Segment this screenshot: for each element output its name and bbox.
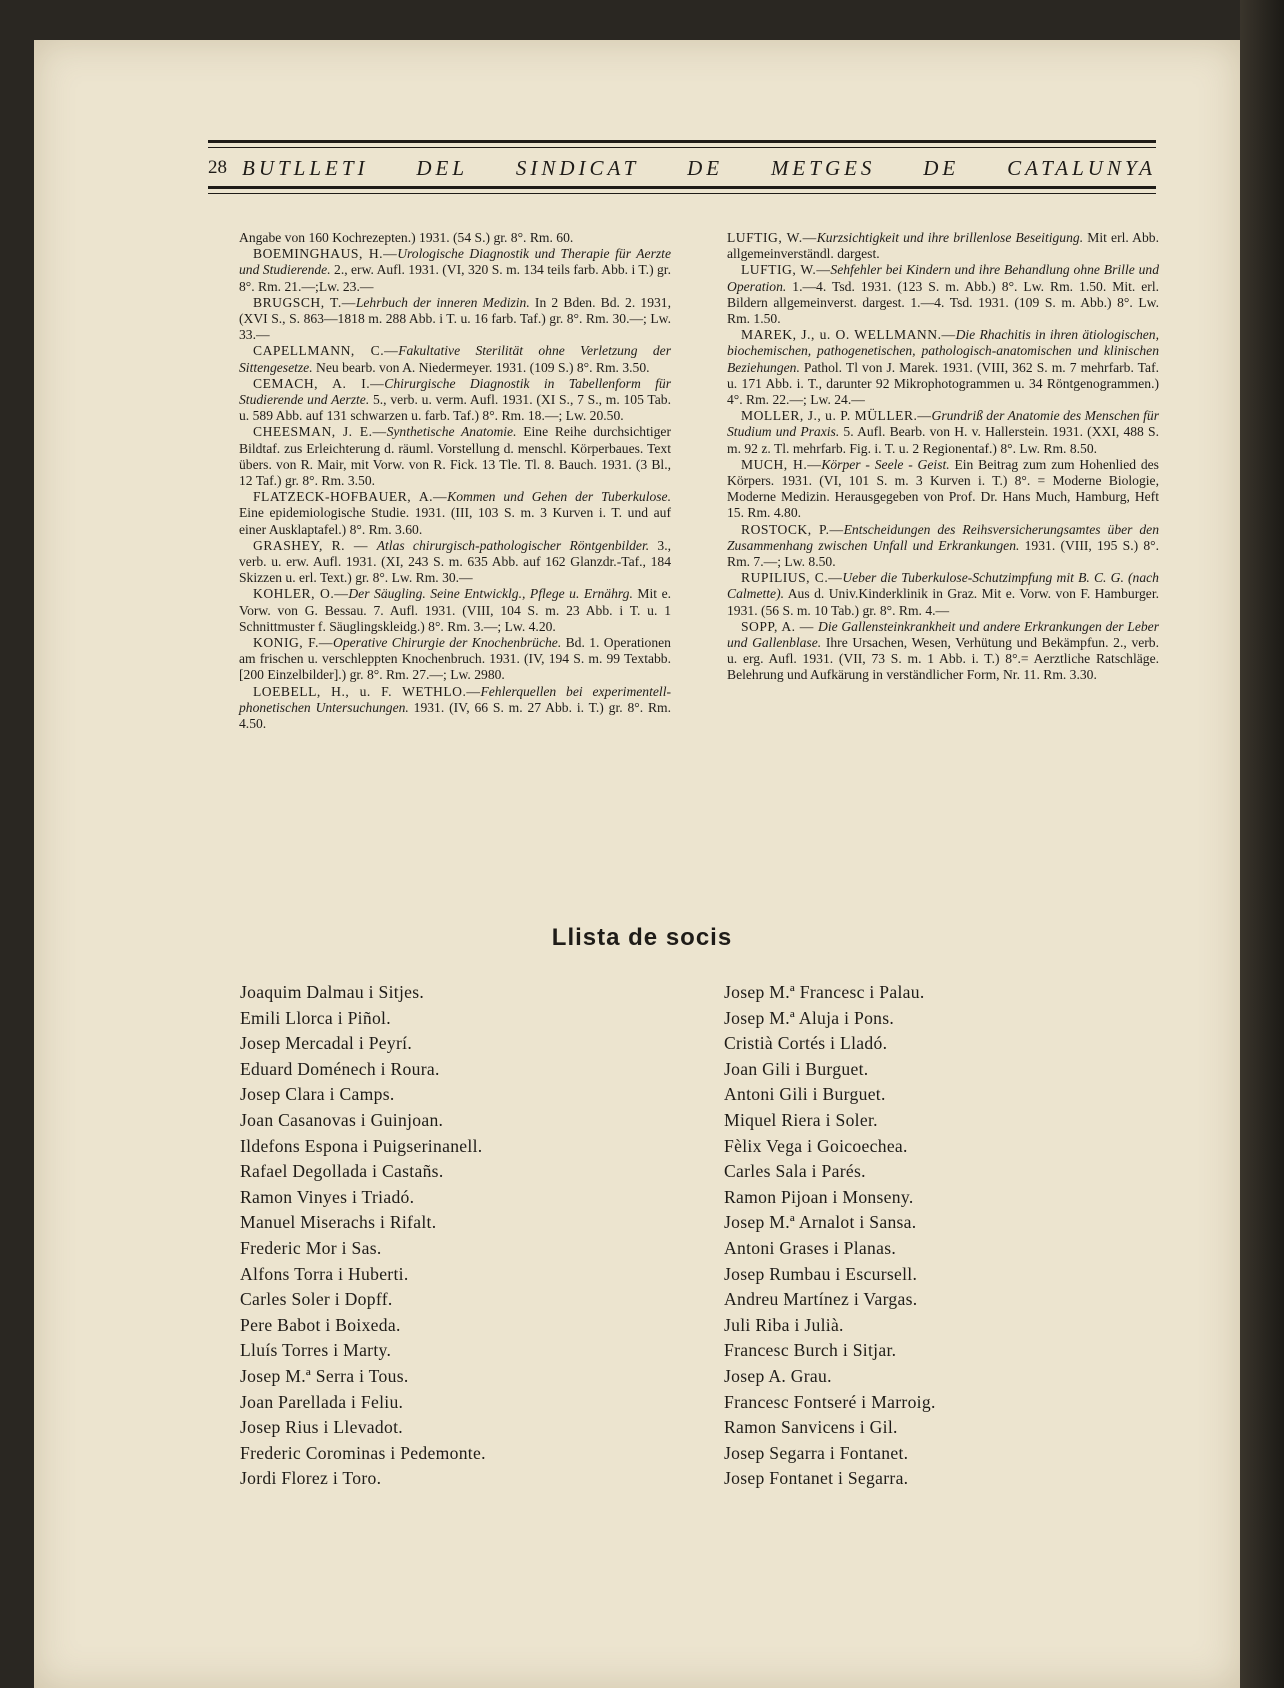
entry-author: GRASHEY, R. —	[253, 537, 377, 553]
journal-title-word: CATALUNYA	[1007, 155, 1156, 180]
member-name: Josep M.ª Aluja i Pons.	[724, 1007, 895, 1028]
entry-author: LUFTIG, W.—	[727, 230, 817, 245]
member-name: Manuel Miserachs i Rifalt.	[240, 1212, 437, 1233]
page-edge	[1240, 0, 1284, 1688]
header-rule	[208, 193, 1156, 194]
member-name: Frederic Corominas i Pedemonte.	[240, 1442, 486, 1463]
member-name: Emili Llorca i Piñol.	[240, 1007, 391, 1028]
entry-title: Der Säugling. Seine Entwicklg., Pflege u. Ernährg.	[348, 586, 633, 602]
entry-title: Kommen und Gehen der Tuberkulose.	[447, 489, 671, 505]
entry-author: CHEESMAN, J. E.—	[253, 424, 387, 440]
entry-rest: 3., verb. u. erw. Aufl. 1931. (XI, 243 S. m. 635 Abb. auf 162 Glanzdr.-Taf., 184 Skizzen u. erl. Text.) gr. 8°. Lw. Rm. 30.—	[239, 537, 671, 586]
entry-rest: Neu bearb. von A. Niedermeyer. 1931. (109 S.) 8°. Rm. 3.50.	[312, 359, 650, 375]
entry-title: Synthetische Anatomie.	[386, 424, 517, 440]
bibliography-entry	[239, 246, 671, 295]
member-name: Frederic Mor i Sas.	[240, 1237, 382, 1258]
entry-title: Chirurgische Diagnostik in Tabellenform für Studierende und Aerzte.	[239, 375, 671, 408]
entry-rest: Pathol. Tl von J. Marek. 1931. (VIII, 362 S. m. 7 mehrfarb. Taf. u. 171 Abb. i. T., darunter 92 Mikrophotogrammen u. 34 Röntgenogrammen.) 4°. Rm. 22.—; Lw. 24.—	[727, 359, 1159, 408]
member-list-left	[240, 980, 690, 1492]
entry-author: KONIG, F.—	[253, 635, 334, 651]
entry-rest: 1.—4. Tsd. 1931. (123 S. m. Abb.) 8°. Lw. Rm. 1.50. Mit. erl. Bildern allgemeinverst. dargest. 1.—4. Tsd. 1931. (109 S. m. Abb.) 8°. Lw. Rm. 1.50.	[727, 278, 1159, 327]
member-name: Carles Soler i Dopff.	[240, 1289, 393, 1310]
entry-rest: 5. Aufl. Bearb. von H. v. Hallerstein. 1931. (XXI, 488 S. m. 92 z. Tl. mehrfarb. Fig. i. T. u. 2 Regionentaf.) 8°. Lw. Rm. 8.50.	[727, 424, 1159, 456]
member-name: Josep Clara i Camps.	[240, 1084, 395, 1105]
member-name: Joan Gili i Burguet.	[724, 1058, 869, 1079]
bibliography-entry	[239, 538, 671, 587]
header-rule	[208, 147, 1156, 148]
entry-rest: Eine epidemiologische Studie. 1931. (III, 103 S. m. 3 Kurven i. T. und auf einer Ausklaptafel.) 8°. Rm. 3.60.	[239, 505, 671, 537]
member-name: Andreu Martínez i Vargas.	[724, 1289, 918, 1310]
bibliography-entry	[239, 684, 671, 733]
entry-title: Entscheidungen des Reihsversicherungsamtes über den Zusammenhang zwischen Unfall und Erkrankungen.	[727, 521, 1160, 553]
entry-rest: Angabe von 160 Kochrezepten.) 1931. (54 S.) gr. 8°. Rm. 60.	[239, 230, 574, 245]
member-name: Ramon Vinyes i Triadó.	[240, 1186, 415, 1207]
header-line	[208, 155, 1156, 181]
bibliography-column-left	[239, 230, 671, 880]
entry-rest: In 2 Bden. Bd. 2. 1931, (XVI S., S. 863—1818 m. 288 Abb. i T. u. 16 farb. Taf.) gr. 8°. Rm. 30.—; Lw. 33.—	[239, 294, 671, 343]
member-name: Lluís Torres i Marty.	[240, 1340, 392, 1361]
entry-author: CEMACH, A. I.—	[253, 375, 385, 391]
entry-title: Fakultative Sterilität ohne Verletzung der Sittengesetze.	[239, 343, 671, 375]
entry-title: Urologische Diagnostik und Therapie für Aerzte und Studierende.	[239, 246, 671, 278]
member-name: Francesc Fontseré i Marroig.	[724, 1391, 936, 1412]
entry-author: BOEMINGHAUS, H.—	[253, 246, 398, 262]
entry-rest: 5., verb. u. verm. Aufl. 1931. (XI S., 7 S., m. 105 Tab. u. 589 Abb. auf 131 schwarzen u. farb. Taf.) 8°. Rm. 18.—; Lw. 20.50.	[239, 392, 671, 424]
entry-rest: Ein Beitrag zum zum Hohenlied des Körpers. 1931. (VI, 101 S. m. 3 Kurven i. T.) 8°. = Moderne Biologie, Moderne Medizin. Herausgegeben von Prof. Dr. Hans Much, Hamburg, Heft 15. Rm. 4.80.	[727, 456, 1159, 521]
journal-title-word: DE	[687, 155, 724, 180]
entry-rest: Mit erl. Abb. allgemeinverständl. dargest.	[727, 230, 1159, 262]
entry-title: Lehrbuch der inneren Medizin.	[355, 294, 530, 310]
member-name: Francesc Burch i Sitjar.	[724, 1340, 897, 1361]
bibliography-entry	[727, 230, 1159, 262]
member-name: Josep Fontanet i Segarra.	[724, 1468, 909, 1489]
entry-title: Die Rhachitis in ihren ätiologischen, biochemischen, pathogenetischen, pathologisch-anatomischen und klinischen Beziehungen.	[727, 327, 1159, 375]
member-name: Josep M.ª Arnalot i Sansa.	[724, 1212, 917, 1233]
entry-rest: Eine Reihe durchsichtiger Bildtaf. zus Erleichterung d. räuml. Vorstellung d. menschl. Körperbaues. Text übers. von R. Mair, mit Vorw. von R. Fick. 13 Tle. Tl. 8. Bauch. 1931. (3 Bl., 12 Taf.) gr. 8°. Rm. 3.50.	[239, 424, 671, 489]
member-name: Antoni Grases i Planas.	[724, 1237, 897, 1258]
entry-author: FLATZECK-HOFBAUER, A.—	[253, 489, 448, 505]
entry-author: ROSTOCK, P.—	[741, 521, 844, 537]
bibliography-entry	[239, 230, 671, 246]
member-name: Juli Riba i Julià.	[724, 1314, 844, 1335]
member-name: Josep A. Grau.	[724, 1365, 832, 1386]
entry-rest: 2., erw. Aufl. 1931. (VI, 320 S. m. 134 teils farb. Abb. i T.) gr. 8°. Rm. 21.—;Lw. 23.—	[239, 262, 671, 294]
entry-title: Atlas chirurgisch-pathologischer Röntgenbilder.	[376, 537, 650, 553]
running-header	[208, 140, 1156, 208]
bibliography-entry	[727, 522, 1159, 571]
bibliography-entry	[727, 619, 1159, 684]
entry-rest: Aus d. Univ.Kinderklinik in Graz. Mit e. Vorw. von F. Hamburger. 1931. (56 S. m. 10 Tab.) gr. 8°. Rm. 4.—	[727, 586, 1159, 618]
bibliography-entry	[239, 635, 671, 684]
entry-title: Operative Chirurgie der Knochenbrüche.	[333, 635, 562, 651]
entry-title: Fehlerquellen bei experimentell-phonetischen Untersuchungen.	[239, 683, 671, 715]
bibliography-entry	[239, 376, 671, 425]
bibliography-entry	[239, 424, 671, 489]
entry-title: Kurzsichtigkeit und ihre brillenlose Beseitigung.	[816, 230, 1084, 245]
member-name: Ildefons Espona i Puigserinanell.	[240, 1135, 483, 1156]
member-name: Alfons Torra i Huberti.	[240, 1263, 409, 1284]
journal-title-word: DE	[923, 155, 960, 180]
member-name: Cristià Cortés i Lladó.	[724, 1033, 888, 1054]
entry-rest: Bd. 1. Operationen am frischen u. verschleppten Knochenbruch. 1931. (IV, 194 S. m. 99 Textabb. [200 Einzelbilder].) gr. 8°. Rm. 27.—; Lw. 2980.	[239, 635, 671, 683]
entry-author: MOLLER, J., u. P. MÜLLER.—	[741, 408, 932, 424]
journal-title	[242, 156, 1156, 181]
entry-author: BRUGSCH, T.—	[253, 294, 356, 310]
member-name: Rafael Degollada i Castañs.	[240, 1161, 444, 1182]
member-name: Carles Sala i Parés.	[724, 1161, 866, 1182]
bibliography	[239, 230, 1159, 880]
entry-author: KOHLER, O.—	[253, 586, 349, 602]
member-name: Fèlix Vega i Goicoechea.	[724, 1135, 908, 1156]
journal-title-word: METGES	[770, 155, 876, 180]
member-name: Antoni Gili i Burguet.	[724, 1084, 886, 1105]
member-name: Josep Mercadal i Peyrí.	[240, 1033, 413, 1054]
bibliography-entry	[727, 570, 1159, 619]
bibliography-entry	[239, 343, 671, 375]
entry-title: Ueber die Tuberkulose-Schutzimpfung mit B. C. G. (nach Calmette).	[727, 570, 1159, 602]
entry-rest: Ihre Ursachen, Wesen, Verhütung und Bekämpfun. 2., verb. u. erg. Aufl. 1931. (VII, 73 S. m. 1 Abb. i. T.) 8°.= Aerztliche Ratschläge. Belehrung und Aufkärung in verständlicher Form, Nr. 11. Rm. 3.30.	[727, 635, 1159, 683]
bibliography-column-right	[727, 230, 1159, 880]
bibliography-entry	[727, 408, 1159, 457]
section-title: Llista de socis	[551, 924, 733, 951]
member-name: Joan Parellada i Feliu.	[240, 1391, 404, 1412]
bibliography-entry	[727, 327, 1159, 408]
entry-rest: 1931. (IV, 66 S. m. 27 Abb. i. T.) gr. 8°. Rm. 4.50.	[239, 699, 671, 732]
page-number: 28	[208, 157, 227, 178]
entry-rest: Mit e. Vorw. von G. Bessau. 7. Aufl. 1931. (VIII, 104 S. m. 23 Abb. i T. u. 1 Schnittmuster f. Säuglingskleidg.) 8°. Rm. 3.—; Lw. 4.20.	[239, 586, 671, 634]
member-name: Joan Casanovas i Guinjoan.	[240, 1109, 444, 1130]
entry-title: Körper - Seele - Geist.	[821, 456, 950, 472]
header-rule	[208, 140, 1156, 143]
member-name: Ramon Sanvicens i Gil.	[724, 1417, 898, 1438]
member-name: Josep Rius i Llevadot.	[240, 1417, 403, 1438]
bibliography-entry	[727, 457, 1159, 522]
member-name: Miquel Riera i Soler.	[724, 1109, 878, 1130]
entry-author: RUPILIUS, C.—	[741, 570, 843, 586]
journal-title-word: DEL	[416, 155, 469, 180]
bibliography-entry	[727, 262, 1159, 327]
journal-title-word: BUTLLETI	[242, 155, 369, 180]
entry-rest: 1931. (VIII, 195 S.) 8°. Rm. 7.—; Lw. 8.50.	[727, 537, 1159, 570]
member-name: Joaquim Dalmau i Sitjes.	[240, 982, 425, 1002]
member-list-right	[724, 980, 1174, 1492]
entry-author: LOEBELL, H., u. F. WETHLO.—	[253, 683, 481, 699]
member-name: Josep Segarra i Fontanet.	[724, 1442, 909, 1463]
member-name: Josep M.ª Francesc i Palau.	[724, 982, 925, 1002]
member-name: Jordi Florez i Toro.	[240, 1468, 382, 1489]
entry-title: Die Gallensteinkrankheit und andere Erkrankungen der Leber und Gallenblase.	[727, 618, 1159, 651]
entry-author: MUCH, H.—	[741, 456, 822, 472]
entry-author: LUFTIG, W.—	[741, 262, 831, 278]
entry-author: SOPP, A. —	[741, 618, 819, 634]
member-name: Josep Rumbau i Escursell.	[724, 1263, 918, 1284]
bibliography-entry	[239, 586, 671, 635]
bibliography-entry	[239, 489, 671, 538]
entry-author: MAREK, J., u. O. WELLMANN.—	[741, 327, 956, 343]
entry-title: Sehfehler bei Kindern und ihre Behandlung ohne Brille und Operation.	[727, 262, 1159, 294]
member-name: Josep M.ª Serra i Tous.	[240, 1365, 409, 1386]
entry-author: CAPELLMANN, C.—	[253, 343, 399, 359]
member-name: Eduard Doménech i Roura.	[240, 1058, 440, 1079]
member-name: Pere Babot i Boixeda.	[240, 1314, 401, 1335]
member-name: Ramon Pijoan i Monseny.	[724, 1186, 914, 1207]
journal-title-word: SINDICAT	[515, 155, 640, 180]
header-rule	[208, 186, 1156, 189]
bibliography-entry	[239, 295, 671, 344]
entry-title: Grundriß der Anatomie des Menschen für Studium und Praxis.	[727, 408, 1159, 440]
